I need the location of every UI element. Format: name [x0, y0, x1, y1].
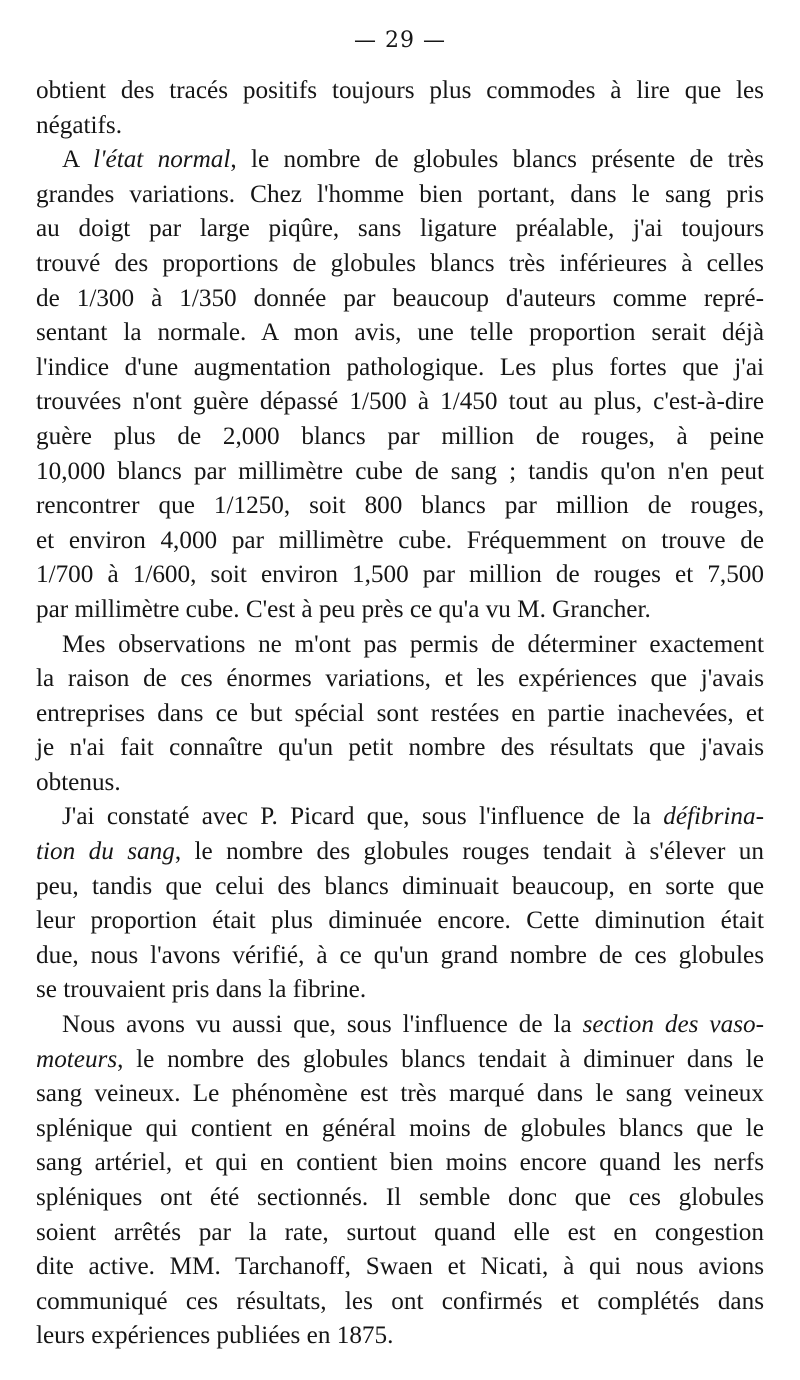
text-run: communiqué ces résultats, les ont confirmés et complétés dans: [36, 1287, 764, 1315]
italic-text: section des vaso-: [582, 1011, 764, 1039]
text-line: [36, 800, 764, 835]
text-run: peu, tandis que celui des blancs diminuait beaucoup, en sorte que: [36, 872, 764, 900]
text-run: au doigt par large piqûre, sans ligature préalable, j'ai toujours: [36, 215, 764, 243]
text-line: [36, 1319, 764, 1354]
text-line: [36, 731, 764, 766]
text-run: la raison de ces énormes variations, et les expériences que j'avais: [36, 665, 764, 693]
text-line: [36, 143, 764, 178]
text-line: [36, 178, 764, 213]
text-line: [36, 835, 764, 870]
text-run: soient arrêtés par la rate, surtout quand elle est en congestion: [36, 1218, 764, 1246]
text-run: sang veineux. Le phénomène est très marqué dans le sang veineux: [36, 1080, 764, 1108]
text-line: [36, 316, 764, 351]
text-line: [36, 455, 764, 490]
paragraph: [36, 143, 764, 627]
text-line: [36, 662, 764, 697]
text-run: , le nombre des globules rouges tendait à s'élever un: [174, 838, 764, 866]
text-run: leur proportion était plus diminuée encore. Cette diminution était: [36, 907, 764, 935]
text-run: due, nous l'avons vérifié, à ce qu'un grand nombre de ces globules: [36, 941, 764, 969]
text-line: [36, 1285, 764, 1320]
text-line: [36, 212, 764, 247]
text-line: [36, 973, 764, 1008]
italic-text: l'état normal: [93, 146, 231, 174]
text-line: [36, 247, 764, 282]
text-line: [36, 282, 764, 317]
text-line: [36, 766, 764, 801]
text-line: [36, 628, 764, 663]
text-line: [36, 524, 764, 559]
text-line: [36, 420, 764, 455]
body-text: [36, 74, 764, 1354]
text-line: [36, 1043, 764, 1078]
text-run: de 1/300 à 1/350 donnée par beaucoup d'auteurs comme repré-: [36, 284, 764, 312]
text-run: guère plus de 2,000 blancs par million de rouges, à peine: [36, 422, 764, 450]
text-line: [36, 385, 764, 420]
paragraph: [36, 74, 764, 143]
text-line: [36, 1146, 764, 1181]
page-number: — 29 —: [354, 28, 446, 53]
text-line: [36, 697, 764, 732]
text-line: [36, 1077, 764, 1112]
text-run: Nous avons vu aussi que, sous l'influence de la: [62, 1011, 583, 1039]
text-run: entreprises dans ce but spécial sont restées en partie inachevées, et: [36, 699, 764, 727]
text-run: , le nombre des globules blancs tendait à diminuer dans le: [117, 1045, 764, 1073]
text-run: et environ 4,000 par millimètre cube. Fréquemment on trouve de: [36, 526, 764, 554]
text-run: se trouvaient pris dans la fibrine.: [36, 976, 367, 1004]
text-line: [36, 74, 764, 109]
text-line: [36, 593, 764, 628]
text-run: trouvé des proportions de globules blancs très inférieures à celles: [36, 249, 764, 277]
paragraph: [36, 1008, 764, 1354]
text-line: [36, 351, 764, 386]
text-run: splénique qui contient en général moins de globules blancs que le: [36, 1114, 764, 1142]
text-line: [36, 1250, 764, 1285]
italic-text: moteurs: [36, 1045, 118, 1073]
text-run: spléniques ont été sectionnés. Il semble donc que ces globules: [36, 1184, 764, 1211]
text-run: A: [62, 146, 94, 174]
text-run: Mes observations ne m'ont pas permis de déterminer exactement: [62, 630, 764, 658]
text-run: 10,000 blancs par millimètre cube de sang ; tandis qu'on n'en peut: [36, 457, 764, 485]
text-line: [36, 1112, 764, 1147]
paragraph: [36, 628, 764, 801]
text-line: [36, 1181, 764, 1216]
text-run: je n'ai fait connaître qu'un petit nombre des résultats que j'avais: [36, 734, 764, 762]
text-run: dite active. MM. Tarchanoff, Swaen et Nicati, à qui nous avions: [36, 1253, 764, 1281]
paragraph: [36, 800, 764, 1008]
text-run: sang artériel, et qui en contient bien moins encore quand les nerfs: [36, 1149, 764, 1177]
text-line: [36, 109, 764, 144]
text-run: trouvées n'ont guère dépassé 1/500 à 1/450 tout au plus, c'est-à-dire: [36, 388, 764, 416]
text-run: rencontrer que 1/1250, soit 800 blancs par million de rouges,: [36, 492, 764, 520]
text-run: sentant la normale. A mon avis, une telle proportion serait déjà: [36, 319, 764, 347]
text-run: , le nombre de globules blancs présente de très: [230, 146, 764, 174]
text-run: leurs expériences publiées en 1875.: [36, 1322, 394, 1350]
text-run: obtient des tracés positifs toujours plus commodes à lire que les: [36, 77, 764, 104]
text-line: [36, 489, 764, 524]
text-run: J'ai constaté avec P. Picard que, sous l'influence de la: [62, 803, 664, 831]
text-run: obtenus.: [36, 768, 121, 796]
text-run: 1/700 à 1/600, soit environ 1,500 par million de rouges et 7,500: [36, 561, 764, 589]
text-run: grandes variations. Chez l'homme bien portant, dans le sang pris: [36, 180, 764, 208]
text-line: [36, 939, 764, 974]
text-line: [36, 1008, 764, 1043]
text-line: [36, 870, 764, 905]
text-line: [36, 904, 764, 939]
text-run: l'indice d'une augmentation pathologique. Les plus fortes que j'ai: [36, 353, 764, 381]
text-line: [36, 1216, 764, 1251]
text-run: négatifs.: [36, 111, 123, 139]
italic-text: tion du sang: [36, 838, 175, 866]
text-line: [36, 558, 764, 593]
text-run: par millimètre cube. C'est à peu près ce qu'a vu M. Grancher.: [36, 595, 651, 623]
italic-text: défibrina-: [663, 803, 764, 831]
